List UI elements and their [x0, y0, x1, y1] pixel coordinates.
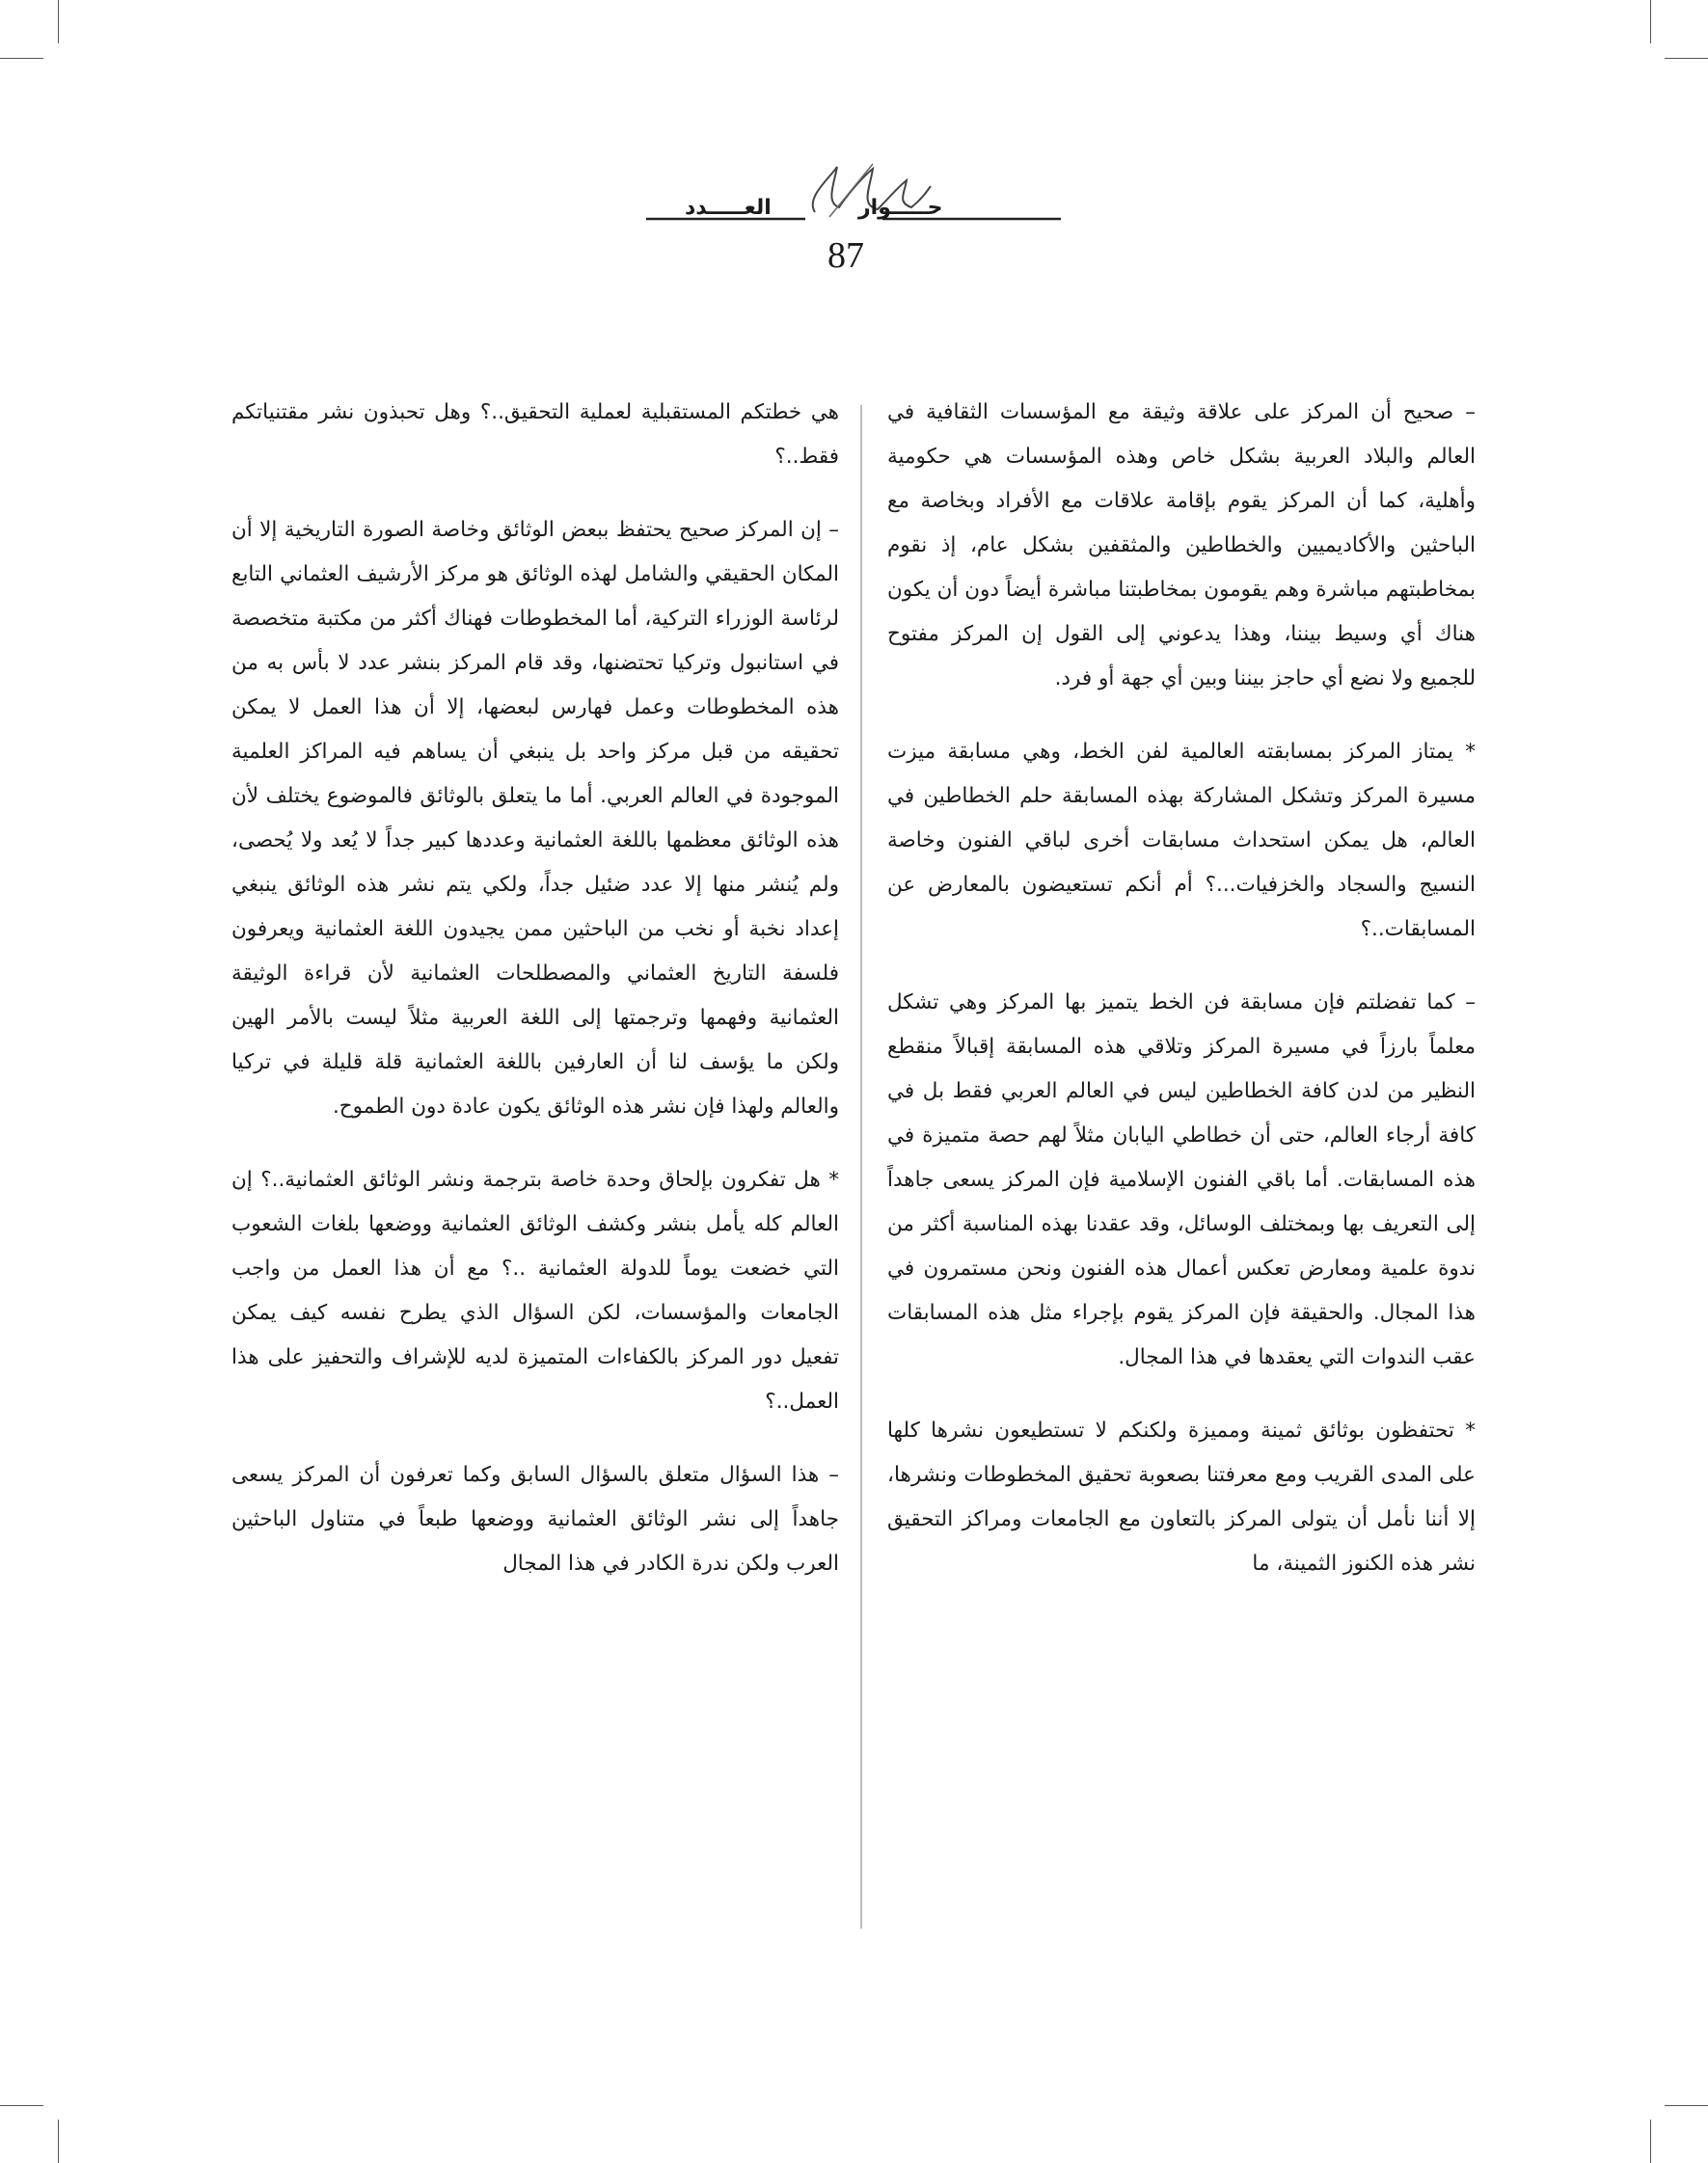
left-column [231, 391, 839, 1615]
paragraph: * يمتاز المركز بمسابقته العالمية لفن الخط، وهي مسابقة ميزت مسيرة المركز وتشكل المشاركة بهذه المسابقة حلم الخطاطين في العالم، هل يمكن استحداث مسابقات أخرى لباقي الفنون وخاصة النسيج والسجاد والخزفيات...؟ أم أنكم تستعيضون بالمعارض عن المسابقات..؟ [887, 740, 1476, 941]
paragraph: – إن المركز صحيح يحتفظ ببعض الوثائق وخاصة الصورة التاريخية إلا أن المكان الحقيقي والشامل لهذه الوثائق هو مركز الأرشيف العثماني التابع لرئاسة الوزراء التركية، أما المخطوطات فهناك أكثر من مكتبة متخصصة في استانبول وتركيا تحتضنها، وقد قام المركز بنشر عدد لا بأس به من هذه المخطوطات وعمل فهارس لبعضها، إلا أن هذا العمل لا يمكن تحقيقه من قبل مركز واحد بل ينبغي أن يساهم فيه المراكز العلمية الموجودة في العالم العربي. أما ما يتعلق بالوثائق فالموضوع يختلف لأن هذه الوثائق معظمها باللغة العثمانية وعددها كبير جداً لا يُعد ولا يُحصى، ولم يُنشر منها إلا عدد ضئيل جداً، ولكي يتم نشر هذه الوثائق ينبغي إعداد نخبة أو نخب من الباحثين ممن يجيدون اللغة العثمانية ويعرفون فلسفة التاريخ العثماني والمصطلحات العثمانية لأن قراءة الوثيقة العثمانية وفهمها وترجمتها إلى اللغة العربية مثلاً ليست بالأمر الهين ولكن ما يؤسف لنا أن العارفين باللغة العثمانية قلة قليلة في تركيا والعالم ولهذا فإن نشر هذه الوثائق يكون عادة دون الطموح. [231, 518, 839, 1119]
page-number: 87 [827, 235, 864, 276]
column-divider [860, 405, 862, 1929]
crop-mark-bottom-left-h [0, 2105, 43, 2106]
paragraph: – هذا السؤال متعلق بالسؤال السابق وكما تعرفون أن المركز يسعى جاهداً إلى نشر الوثائق العثمانية ووضعها طبعاً في متناول الباحثين العرب ولكن ندرة الكادر في هذا المجال [231, 1463, 839, 1576]
paragraph: هي خطتكم المستقبلية لعملية التحقيق..؟ وهل تحبذون نشر مقتنياتكم فقط..؟ [231, 400, 839, 469]
crop-mark-top-left-v [58, 0, 59, 43]
paragraph: * تحتفظون بوثائق ثمينة ومميزة ولكنكم لا تستطيعون نشرها كلها على المدى القريب ومع معرفتنا بصعوبة تحقيق المخطوطات ونشرها، إلا أننا نأمل أن يتولى المركز بالتعاون مع الجامعات ومراكز التحقيق نشر هذه الكنوز الثمينة، ما [887, 1419, 1476, 1576]
paragraph: – كما تفضلتم فإن مسابقة فن الخط يتميز بها المركز وهي تشكل معلماً بارزاً في مسيرة المركز وتلاقي هذه المسابقة إقبالاً منقطع النظير من لدن كافة الخطاطين ليس في العالم العربي فقط بل في كافة أرجاء العالم، حتى أن خطاطي اليابان مثلاً لهم حصة متميزة في هذه المسابقات. أما باقي الفنون الإسلامية فإن المركز يسعى جاهداً إلى التعريف بها وبمختلف الوسائل، وقد عقدنا بهذه المناسبة أكثر من ندوة علمية ومعارض تعكس أعمال هذه الفنون ونحن مستمرون في هذا المجال. والحقيقة فإن المركز يقوم بإجراء مثل هذه المسابقات عقب الندوات التي يعقدها في هذا المجال. [887, 990, 1476, 1369]
crop-mark-top-left-h [0, 58, 43, 59]
page-header [637, 159, 1071, 280]
paragraph: * هل تفكرون بإلحاق وحدة خاصة بترجمة ونشر الوثائق العثمانية..؟ إن العالم كله يأمل بنشر وكشف الوثائق العثمانية ووضعها بلغات الشعوب التي خضعت يوماً للدولة العثمانية ..؟ مع أن هذا العمل من واجب الجامعات والمؤسسات، لكن السؤال الذي يطرح نفسه كيف يمكن تفعيل دور المركز بالكفاءات المتميزة لديه للإشراف والتحفيز على هذا العمل..؟ [231, 1168, 839, 1414]
right-column [887, 391, 1476, 1615]
crop-mark-top-right-v [1650, 0, 1651, 43]
crop-mark-bottom-right-v [1650, 2120, 1651, 2163]
crop-mark-top-right-h [1665, 58, 1708, 59]
crop-mark-bottom-left-v [58, 2120, 59, 2163]
issue-label: العـــــدد [685, 196, 772, 220]
paragraph: – صحيح أن المركز على علاقة وثيقة مع المؤسسات الثقافية في العالم والبلاد العربية بشكل خاص وهذه المؤسسات هي حكومية وأهلية، كما أن المركز يقوم بإقامة علاقات مع الأفراد وبخاصة مع الباحثين والأكاديميين والخطاطين والمثقفين بشكل عام، إذ نقوم بمخاطبتهم مباشرة وهم يقومون بمخاطبتنا مباشرة أيضاً دون أن يكون هناك أي وسيط بيننا، وهذا يدعوني إلى القول إن المركز مفتوح للجميع ولا نضع أي حاجز بيننا وبين أي جهة أو فرد. [887, 400, 1476, 690]
crop-mark-bottom-right-h [1665, 2105, 1708, 2106]
magazine-name: حـــــوار [858, 196, 943, 220]
